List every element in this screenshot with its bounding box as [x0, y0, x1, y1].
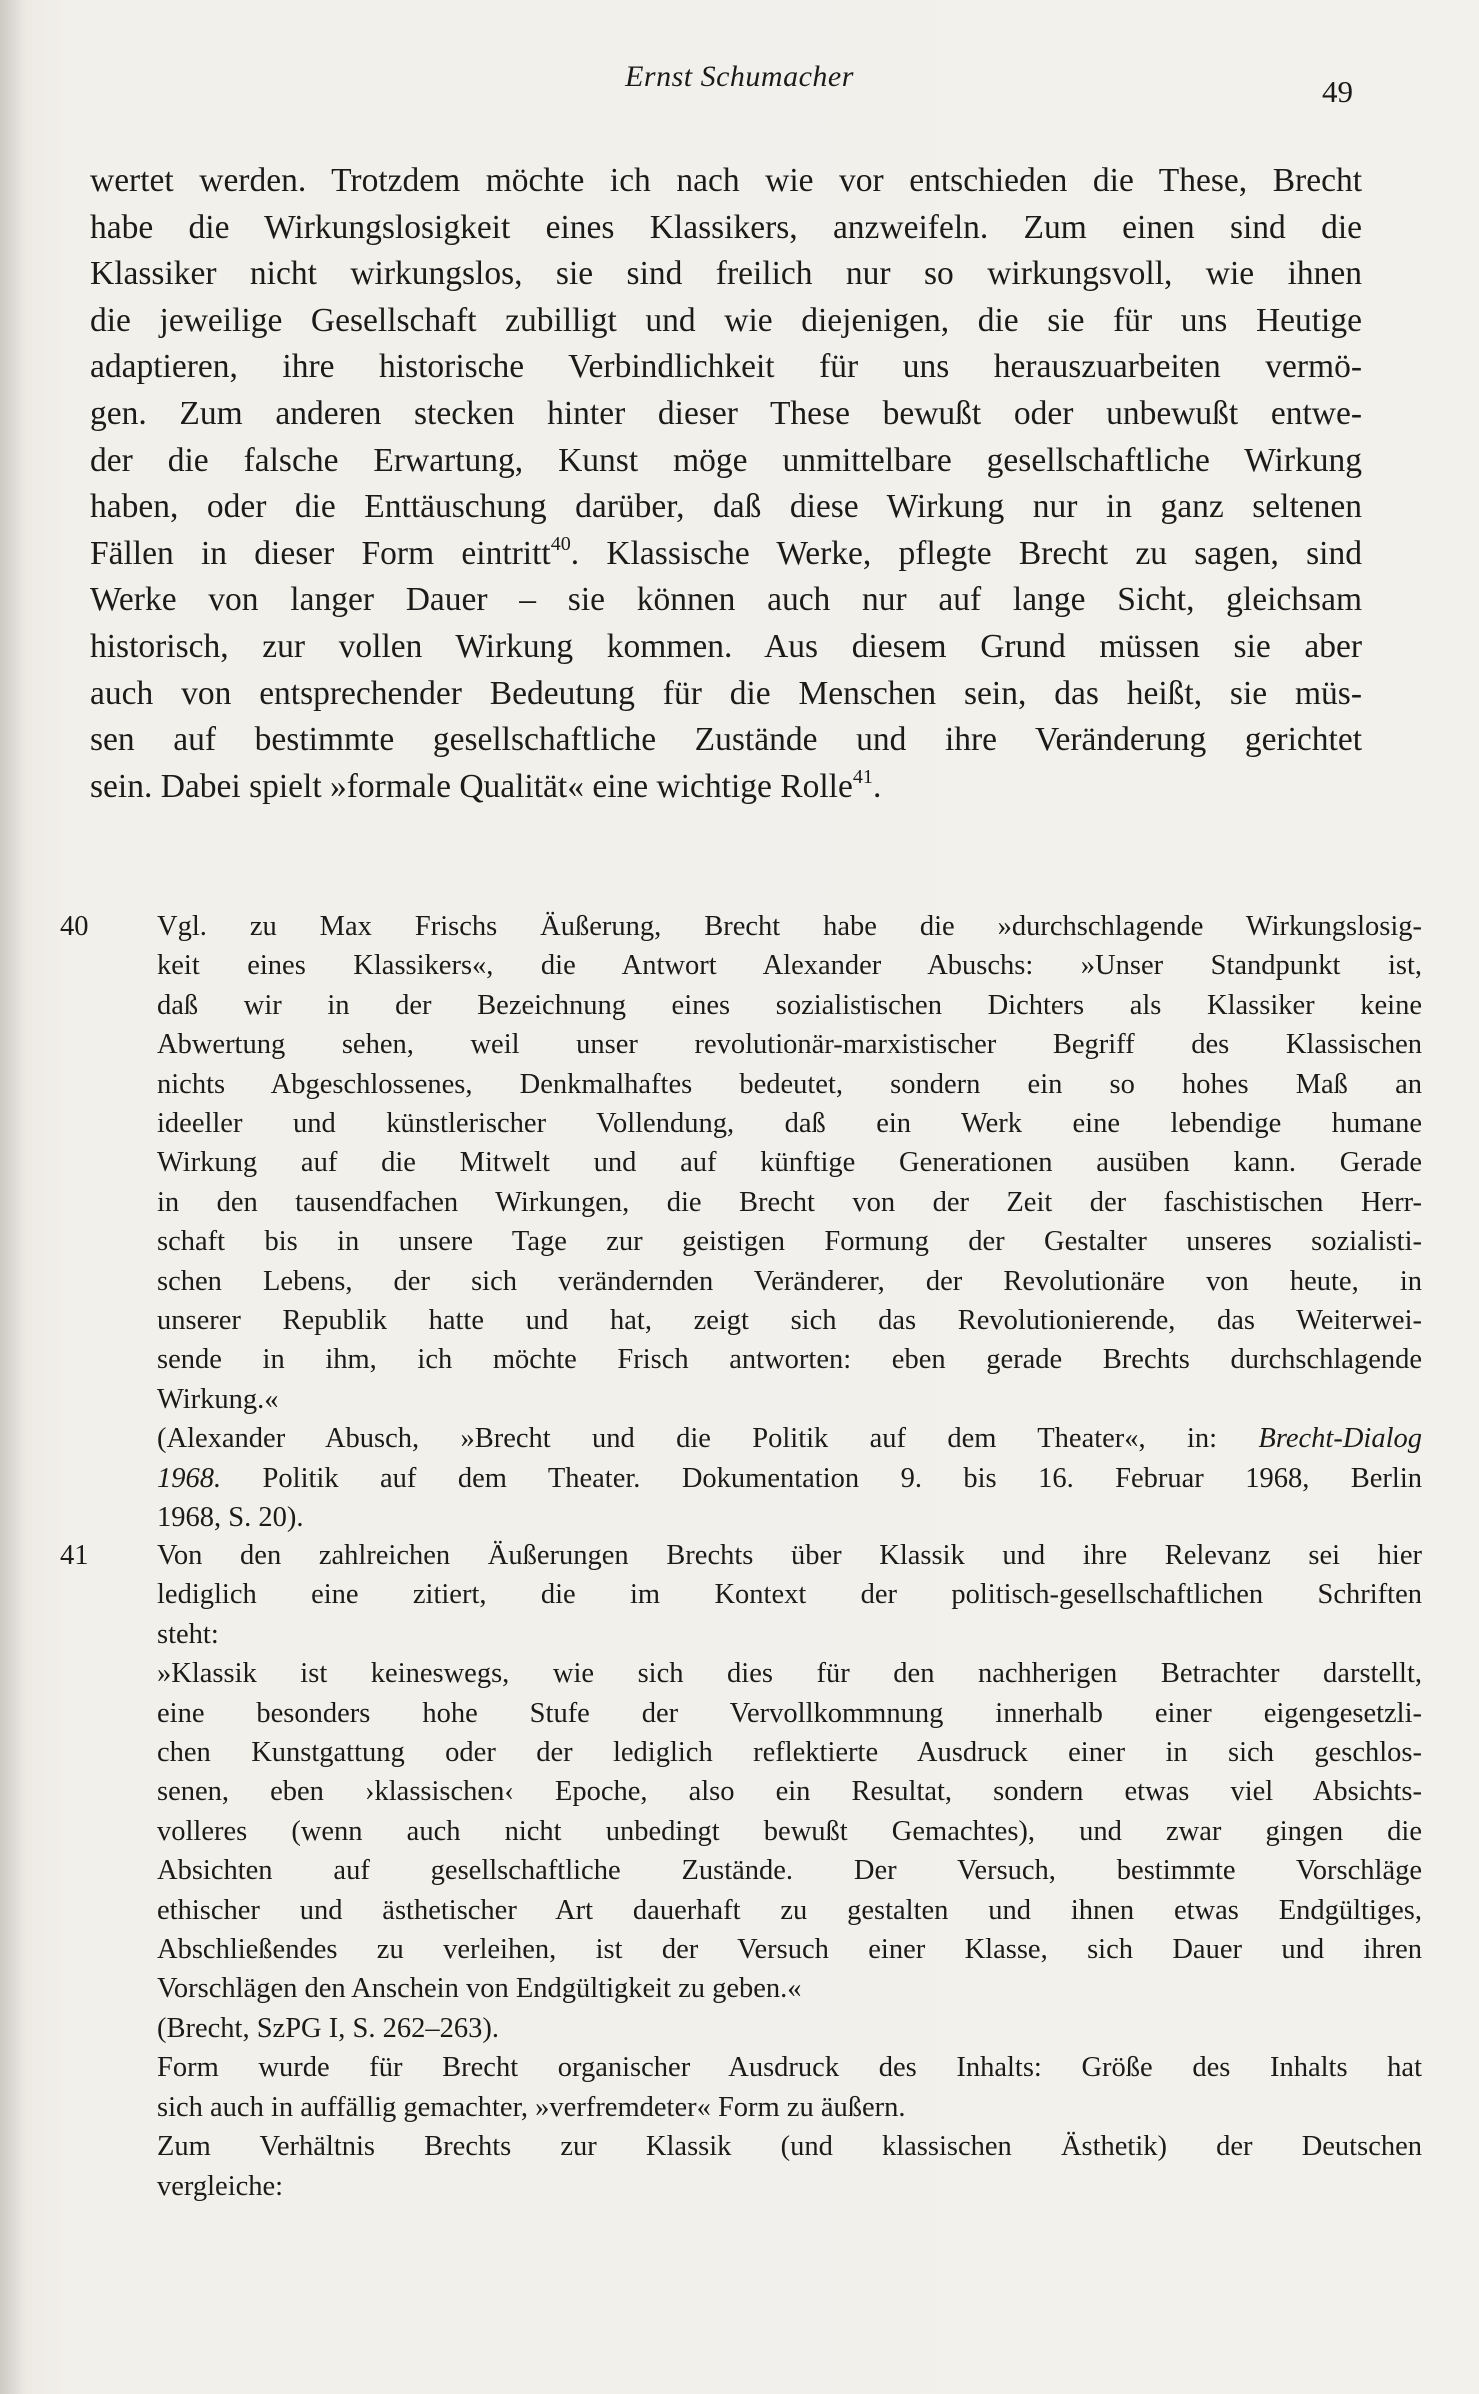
footnote-line: schen Lebens, der sich verändernden Veränderer, der Revolutionäre von heute, in [157, 1265, 1422, 1297]
body-text-segment: Fällen in dieser Form eintritt [90, 534, 551, 572]
footnote-line: keit eines Klassikers«, die Antwort Alexander Abuschs: »Unser Standpunkt ist, [157, 950, 1422, 982]
footnote-line: Abwertung sehen, weil unser revolutionär-marxistischer Begriff des Klassischen [157, 1029, 1422, 1061]
body-line: die jeweilige Gesellschaft zubilligt und wie diejenigen, die sie für uns Heutige [90, 301, 1362, 339]
footnote-ref-40[interactable]: 40 [550, 532, 571, 555]
footnote-citation-line [157, 1459, 1422, 1498]
quote-line: Absichten auf gesellschaftliche Zustände. Der Versuch, bestimmte Vorschläge [157, 1855, 1422, 1887]
body-text-segment: sein. Dabei spielt »formale Qualität« eine wichtige Rolle [90, 767, 853, 805]
body-line-with-ref [90, 764, 1362, 811]
footnote-line: unserer Republik hatte und hat, zeigt sich das Revolutionierende, das Weiterwei- [157, 1305, 1422, 1337]
quote-line: Abschließendes zu verleihen, ist der Versuch einer Klasse, sich Dauer und ihren [157, 1934, 1422, 1966]
footnote-line: daß wir in der Bezeichnung eines sozialistischen Dichters als Klassiker keine [157, 989, 1422, 1021]
footnote-text [157, 907, 1422, 1538]
citation-title: Brecht-Dialog [1258, 1423, 1422, 1455]
footnote-line: sende in ihm, ich möchte Frisch antworten: eben gerade Brechts durchschlagende [157, 1344, 1422, 1376]
footnote-line: in den tausendfachen Wirkungen, die Brecht von der Zeit der faschistischen Herr- [157, 1186, 1422, 1218]
footnote-text [157, 1536, 1422, 2206]
quote-line: Vorschlägen den Anschein von Endgültigkeit zu geben.« [157, 1973, 802, 2005]
footnote-line: Zum Verhältnis Brechts zur Klassik (und klassischen Ästhetik) der Deutschen [157, 2131, 1422, 2163]
quote-source: (Brecht, SzPG I, S. 262–263). [157, 2012, 499, 2044]
footnote-line: Wirkung.« [157, 1383, 279, 1415]
body-line: sen auf bestimmte gesellschaftliche Zustände und ihre Veränderung gerichtet [90, 721, 1362, 759]
quote-line: senen, eben ›klassischen‹ Epoche, also ein Resultat, sondern etwas viel Absichts- [157, 1776, 1422, 1808]
quote-line: chen Kunstgattung oder der lediglich reflektierte Ausdruck einer in sich geschlos- [157, 1737, 1422, 1769]
citation-title-year: 1968. [157, 1462, 222, 1494]
footnote-line: vergleiche: [157, 2170, 284, 2202]
footnote-line: ideeller und künstlerischer Vollendung, daß ein Werk eine lebendige humane [157, 1108, 1422, 1140]
body-text-segment: . [872, 767, 882, 805]
footnote-citation-line [157, 1419, 1422, 1458]
page-number: 49 [1322, 74, 1353, 109]
body-line: der die falsche Erwartung, Kunst möge unmittelbare gesellschaftliche Wirkung [90, 441, 1362, 479]
body-line: wertet werden. Trotzdem möchte ich nach wie vor entschieden die These, Brecht [90, 162, 1362, 199]
footnote-line: sich auch in auffällig gemachter, »verfremdeter« Form zu äußern. [157, 2091, 906, 2123]
footnote-number: 40 [60, 911, 89, 942]
footnote-line: Wirkung auf die Mitwelt und auf künftige Generationen ausüben kann. Gerade [157, 1147, 1422, 1179]
body-line: Klassiker nicht wirkungslos, sie sind freilich nur so wirkungsvoll, wie ihnen [90, 255, 1362, 293]
quote-line: »Klassik ist keineswegs, wie sich dies für den nachherigen Betrachter darstellt, [157, 1658, 1422, 1690]
body-line: gen. Zum anderen stecken hinter dieser These bewußt oder unbewußt entwe- [90, 394, 1362, 432]
quote-line: ethischer und ästhetischer Art dauerhaft zu gestalten und ihnen etwas Endgültiges, [157, 1894, 1422, 1926]
body-line-with-ref [90, 531, 1362, 578]
body-line: Werke von langer Dauer – sie können auch nur auf lange Sicht, gleichsam [90, 581, 1362, 619]
body-paragraph [90, 158, 1362, 810]
body-line: habe die Wirkungslosigkeit eines Klassikers, anzweifeln. Zum einen sind die [90, 208, 1362, 246]
footnote-line: Vgl. zu Max Frischs Äußerung, Brecht habe die »durchschlagende Wirkungslosig- [157, 911, 1422, 942]
footnote-ref-41[interactable]: 41 [852, 765, 873, 788]
body-line: adaptieren, ihre historische Verbindlichkeit für uns herauszuarbeiten vermö- [90, 348, 1362, 386]
footnote-number: 41 [60, 1540, 89, 1571]
body-line: haben, oder die Enttäuschung darüber, daß diese Wirkung nur in ganz seltenen [90, 488, 1362, 526]
citation-text: Politik auf dem Theater. Dokumentation 9. bis 16. Februar 1968, Berlin [221, 1462, 1422, 1494]
body-text-segment: . Klassische Werke, pflegte Brecht zu sagen, sind [570, 534, 1362, 572]
body-line: auch von entsprechender Bedeutung für die Menschen sein, das heißt, sie müs- [90, 674, 1362, 712]
quote-line: eine besonders hohe Stufe der Vervollkommnung innerhalb einer eigengesetzli- [157, 1697, 1422, 1729]
gutter-shadow [0, 0, 26, 2394]
running-head: Ernst Schumacher [625, 60, 854, 93]
footnote-line: lediglich eine zitiert, die im Kontext der politisch-gesellschaftlichen Schriften [157, 1579, 1422, 1611]
footnote-line: steht: [157, 1618, 219, 1650]
footnote-line: Form wurde für Brecht organischer Ausdruck des Inhalts: Größe des Inhalts hat [157, 2052, 1422, 2084]
citation-text: (Alexander Abusch, »Brecht und die Politik auf dem Theater«, in: [157, 1423, 1259, 1455]
footnote-line: schaft bis in unsere Tage zur geistigen Formung der Gestalter unseres sozialisti- [157, 1226, 1422, 1258]
footnote-line: nichts Abgeschlossenes, Denkmalhaftes bedeutet, sondern ein so hohes Maß an [157, 1068, 1422, 1100]
footnote-citation-line: 1968, S. 20). [157, 1502, 304, 1534]
quote-line: volleres (wenn auch nicht unbedingt bewußt Gemachtes), und zwar gingen die [157, 1815, 1422, 1847]
footnote-line: Von den zahlreichen Äußerungen Brechts über Klassik und ihre Relevanz sei hier [157, 1540, 1422, 1571]
body-line: historisch, zur vollen Wirkung kommen. Aus diesem Grund müssen sie aber [90, 627, 1362, 665]
